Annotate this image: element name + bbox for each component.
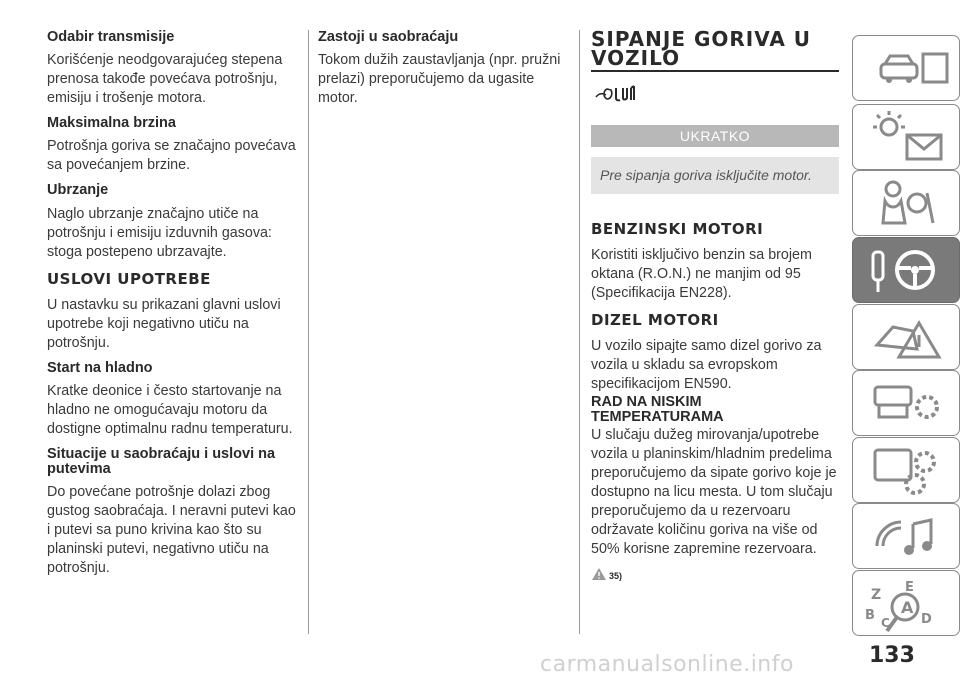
svg-text:C: C <box>881 616 890 630</box>
paragraph: Kratke deonice i često startovanje na hladno ne omogućavaju motoru da dostigne optimalnu radnu temperaturu. <box>47 382 293 437</box>
paragraph: Do povećane potrošnje dolazi zbog gustog saobraćaja. I neravni putevi kao i putevi sa puno krivina kao što su planinski putevi, negativno utiču na potrošnju. <box>47 484 296 577</box>
airbag-safety-icon <box>853 171 960 237</box>
section-heading: Zastoji u saobraćaju <box>318 29 459 45</box>
tab-emergency[interactable] <box>852 304 960 370</box>
maintenance-icon <box>853 371 960 437</box>
section-heading: Situacije u saobraćaju i uslovi na putevima <box>47 445 276 478</box>
multimedia-icon <box>853 504 960 570</box>
section-heading: Start na hladno <box>47 359 153 376</box>
chapter-title <box>591 27 839 72</box>
tab-technical-data[interactable] <box>852 437 960 503</box>
section-heading-caps: BENZINSKI MOTORI <box>591 220 764 238</box>
paragraph: Koristiti isključivo benzin sa brojem oktana (R.O.N.) ne manjim od 95 (Specifikacija EN228). <box>591 247 812 301</box>
section-heading: Odabir transmisije <box>47 29 175 45</box>
watermark: carmanualsonline.info <box>540 652 794 677</box>
column-right <box>591 27 839 582</box>
svg-text:D: D <box>921 612 932 627</box>
paragraph: U nastavku su prikazani glavni uslovi upotrebe koji negativno utiču na potrošnju. <box>47 296 281 351</box>
tab-multimedia[interactable] <box>852 503 960 569</box>
svg-text:B: B <box>865 608 875 623</box>
tab-starting-driving[interactable] <box>852 237 960 303</box>
section-heading <box>591 395 839 425</box>
index-icon <box>853 571 960 637</box>
chapter-title-line: VOZILO <box>591 46 681 70</box>
emergency-icon <box>853 305 960 371</box>
tab-dashboard[interactable] <box>852 35 960 101</box>
warning-lights-icon <box>853 105 960 171</box>
summary-header: UKRATKO <box>591 125 839 147</box>
heading-line: TEMPERATURAMA <box>591 409 724 426</box>
summary-box: Pre sipanja goriva isključite motor. <box>591 157 839 194</box>
paragraph: U slučaju dužeg mirovanja/upotrebe vozila u planinskim/hladnim predelima preporučujemo da sipate gorivo koje je dostupno na licu mesta. U tom slučaju preporučujemo da u rezervoaru održavate količinu goriva na više od 50% korisne zapremine rezervoara. <box>591 427 837 558</box>
chapter-title-line: SIPANJE GORIVA U <box>591 27 812 51</box>
tab-safety[interactable] <box>852 170 960 236</box>
section-heading-caps: USLOVI UPOTREBE <box>47 269 211 288</box>
column-middle <box>318 30 570 116</box>
paragraph: Tokom dužih zaustavljanja (npr. pružni prelazi) preporučujemo da ugasite motor. <box>318 52 561 107</box>
section-heading: Ubrzanje <box>47 182 109 199</box>
car-dashboard-icon <box>853 36 960 102</box>
page-number: 133 <box>869 643 915 668</box>
column-divider <box>308 30 309 634</box>
svg-text:E: E <box>905 580 914 595</box>
svg-text:Z: Z <box>871 587 882 603</box>
section-heading: Maksimalna brzina <box>47 115 176 132</box>
tab-maintenance[interactable] <box>852 370 960 436</box>
warning-triangle-icon <box>591 567 607 581</box>
column-divider <box>579 30 580 634</box>
svg-text:A: A <box>901 598 914 617</box>
warning-ref-number: 35) <box>609 571 623 582</box>
paragraph: Korišćenje neodgovarajućeg stepena prenosa takođe povećava potrošnju, emisiju i trošenje motora. <box>47 52 283 107</box>
column-left <box>47 30 299 586</box>
heading-line: RAD NA NISKIM <box>591 394 702 410</box>
paragraph: Naglo ubrzanje značajno utiče na potrošnju i emisiju izduvnih gasova: stoga postepeno ubrzavajte. <box>47 205 272 260</box>
paragraph: Potrošnja goriva se značajno povećava sa povećanjem brzine. <box>47 138 296 174</box>
paragraph: U vozilo sipajte samo dizel gorivo za vozila u skladu sa evropskom specifikacijom EN590. <box>591 338 822 392</box>
tab-index[interactable] <box>852 570 960 636</box>
eco-icon <box>593 84 839 109</box>
technical-data-icon <box>853 438 960 504</box>
warning-reference <box>591 567 839 581</box>
section-heading-caps: DIZEL MOTORI <box>591 311 719 329</box>
tab-warning-lights[interactable] <box>852 104 960 170</box>
key-steering-wheel-icon <box>853 238 960 304</box>
